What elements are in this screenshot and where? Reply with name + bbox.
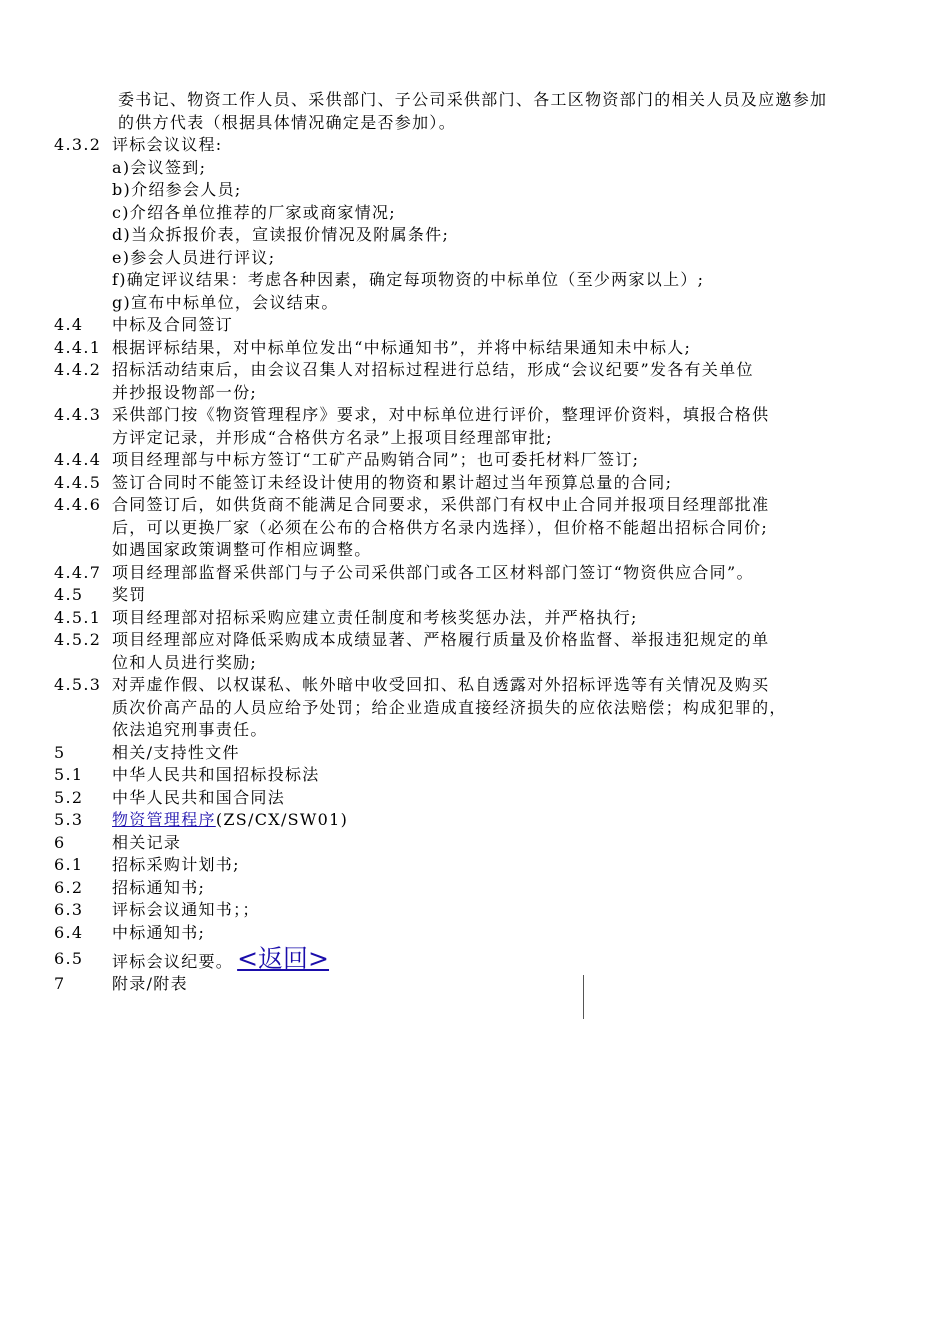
line-text: 项目经理部监督采供部门与子公司采供部门或各工区材料部门签订“物资供应合同”。	[112, 562, 754, 582]
line-text: 根据评标结果，对中标单位发出“中标通知书”，并将中标结果通知未中标人;	[112, 337, 692, 357]
line-text: 位和人员进行奖励;	[112, 652, 258, 672]
document-body	[0, 89, 950, 996]
doc-line	[0, 224, 950, 247]
doc-line	[0, 404, 950, 427]
line-text: 相关/支持性文件	[112, 742, 240, 762]
line-number: 4.4.3	[54, 405, 102, 424]
vertical-divider	[583, 975, 584, 1019]
line-text: 中标通知书;	[112, 922, 206, 942]
back-link[interactable]: <返回>	[237, 944, 330, 973]
line-text: 相关记录	[112, 832, 182, 852]
line-number: 4.4.7	[54, 562, 102, 582]
minutes-text: 评标会议纪要。	[112, 952, 234, 971]
line-text: 对弄虚作假、以权谋私、帐外暗中收受回扣、私自透露对外招标评选等有关情况及购买	[112, 675, 770, 694]
records-lines	[0, 832, 950, 945]
materials-procedure-link[interactable]: 物资管理程序	[112, 810, 216, 829]
line-text: 附录/附表	[112, 974, 188, 993]
doc-line	[0, 877, 950, 900]
doc-line	[0, 922, 950, 945]
line-text: c)介绍各单位推荐的厂家或商家情况;	[112, 202, 396, 222]
line-text	[112, 809, 348, 832]
doc-line	[0, 247, 950, 270]
doc-line	[0, 787, 950, 810]
doc-line	[0, 652, 950, 675]
line-text: 招标通知书;	[112, 877, 206, 897]
line-number: 4.5.1	[54, 607, 102, 627]
doc-line	[0, 832, 950, 855]
line-text: 并抄报设物部一份;	[112, 382, 258, 402]
doc-line	[0, 292, 950, 315]
line-number: 4.5	[54, 585, 84, 604]
line-text: 采供部门按《物资管理程序》要求，对中标单位进行评价，整理评价资料，填报合格供	[112, 405, 770, 424]
line-number: 4.4	[54, 315, 84, 334]
line-number: 4.4.1	[54, 337, 102, 357]
doc-line	[0, 337, 950, 360]
line-number: 5.2	[54, 787, 84, 807]
line-text: 后，可以更换厂家（必须在公布的合格供方名录内选择），但价格不能超出招标合同价;	[112, 517, 769, 537]
line-text: 中华人民共和国合同法	[112, 787, 286, 807]
section-6-5-line	[0, 944, 950, 973]
line-number: 6	[54, 832, 66, 852]
doc-line	[0, 517, 950, 540]
line-text: 项目经理部与中标方签订“工矿产品购销合同”；也可委托材料厂签订;	[112, 450, 640, 469]
doc-line	[0, 607, 950, 630]
line-number: 6.2	[54, 877, 84, 897]
line-number: 7	[54, 974, 66, 993]
line-text: f)确定评议结果：考虑各种因素，确定每项物资的中标单位（至少两家以上）;	[112, 270, 705, 289]
doc-line	[0, 202, 950, 225]
line-text: 依法追究刑事责任。	[112, 720, 268, 739]
doc-line	[0, 269, 950, 292]
line-text: 评标会议通知书；；	[112, 900, 260, 919]
line-text: e)参会人员进行评议;	[112, 247, 276, 267]
doc-line	[0, 134, 950, 157]
line-text	[112, 944, 329, 976]
line-number: 4.5.3	[54, 675, 102, 694]
line-text: 的供方代表（根据具体情况确定是否参加）。	[118, 112, 457, 132]
doc-line	[0, 314, 950, 337]
line-text: a)会议签到;	[112, 157, 207, 177]
line-number: 6.3	[54, 900, 84, 919]
line-number: 4.3.2	[54, 135, 102, 154]
line-text: 中华人民共和国招标投标法	[112, 765, 320, 784]
line-number: 4.5.2	[54, 630, 102, 649]
doc-line	[0, 472, 950, 495]
line-text: 合同签订后，如供货商不能满足合同要求，采供部门有权中止合同并报项目经理部批准	[112, 495, 770, 514]
section-7-line	[0, 973, 950, 996]
line-number: 5	[54, 742, 66, 762]
line-text: d)当众拆报价表，宣读报价情况及附属条件;	[112, 225, 450, 244]
section-5-3-line	[0, 809, 950, 832]
doc-line	[0, 179, 950, 202]
doc-line	[0, 854, 950, 877]
doc-line	[0, 539, 950, 562]
line-text: 项目经理部应对降低采购成本成绩显著、严格履行质量及价格监督、举报违犯规定的单	[112, 630, 770, 649]
doc-line	[0, 157, 950, 180]
line-text: 签订合同时不能签订未经设计使用的物资和累计超过当年预算总量的合同;	[112, 472, 673, 492]
line-number: 6.1	[54, 855, 84, 874]
line-text: 如遇国家政策调整可作相应调整。	[112, 540, 372, 559]
doc-line	[0, 764, 950, 787]
doc-line	[0, 359, 950, 382]
line-number: 6.4	[54, 922, 84, 942]
doc-line	[0, 382, 950, 405]
doc-line	[0, 562, 950, 585]
content-lines	[0, 89, 950, 809]
doc-line	[0, 697, 950, 720]
line-number: 6.5	[54, 949, 84, 968]
line-text: 招标采购计划书;	[112, 855, 240, 874]
line-text: 委书记、物资工作人员、采供部门、子公司采供部门、各工区物资部门的相关人员及应邀参加	[118, 90, 828, 109]
doc-line	[0, 629, 950, 652]
line-text: 质次价高产品的人员应给予处罚；给企业造成直接经济损失的应依法赔偿；构成犯罪的，	[112, 697, 787, 717]
procedure-code: (ZS/CX/SW01)	[215, 810, 349, 829]
line-number: 4.4.4	[54, 450, 102, 469]
line-number: 4.4.5	[54, 472, 102, 492]
line-number: 5.1	[54, 765, 84, 784]
doc-line	[0, 112, 950, 135]
doc-line	[0, 89, 950, 112]
doc-line	[0, 742, 950, 765]
doc-line	[0, 584, 950, 607]
line-text: 方评定记录，并形成“合格供方名录”上报项目经理部审批;	[112, 427, 553, 447]
doc-line	[0, 427, 950, 450]
line-text: 评标会议议程:	[112, 135, 223, 154]
line-number: 4.4.6	[54, 495, 102, 514]
line-text: b)介绍参会人员;	[112, 180, 242, 199]
line-text: 中标及合同签订	[112, 315, 234, 334]
doc-line	[0, 494, 950, 517]
doc-line	[0, 674, 950, 697]
line-number: 5.3	[54, 810, 84, 829]
line-text: 招标活动结束后，由会议召集人对招标过程进行总结，形成“会议纪要”发各有关单位	[112, 360, 754, 379]
line-text: 项目经理部对招标采购应建立责任制度和考核奖惩办法，并严格执行;	[112, 607, 638, 627]
doc-line	[0, 899, 950, 922]
line-text: 奖罚	[112, 585, 147, 604]
doc-line	[0, 719, 950, 742]
line-number: 4.4.2	[54, 360, 102, 379]
doc-line	[0, 449, 950, 472]
line-text: g)宣布中标单位，会议结束。	[112, 292, 339, 312]
